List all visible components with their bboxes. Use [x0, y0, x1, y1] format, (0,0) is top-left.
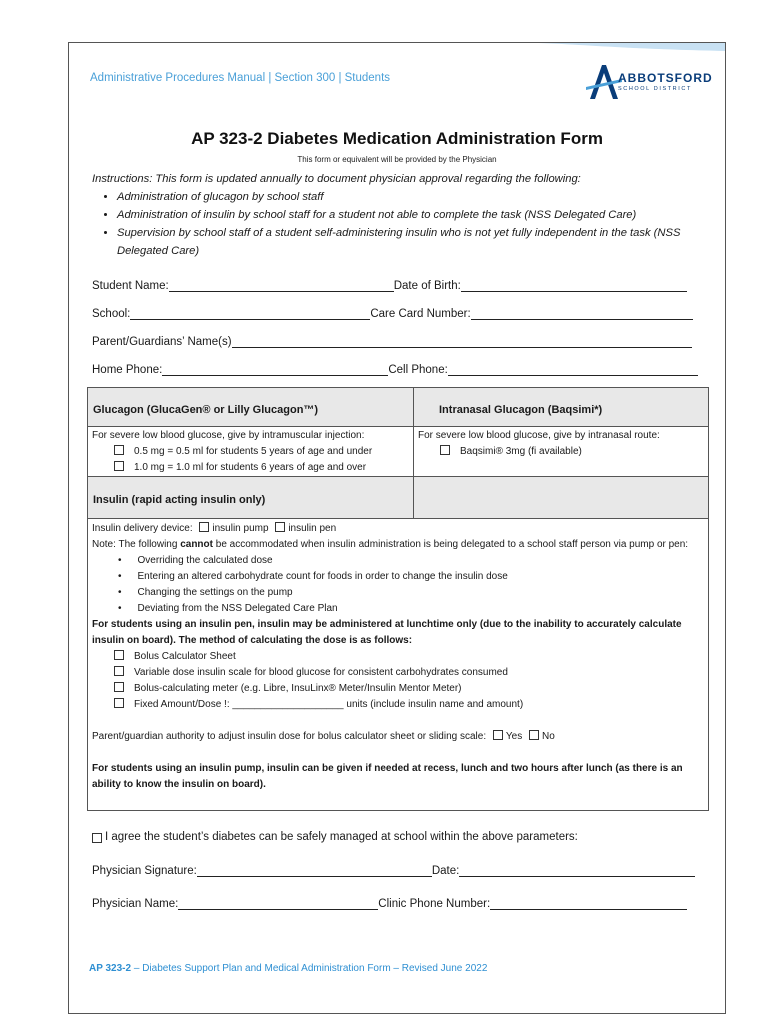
checkbox[interactable]: [114, 445, 124, 455]
instructions-list: [92, 188, 712, 260]
intranasal-options: [418, 428, 708, 460]
intranasal-heading: Intranasal Glucagon (Baqsimi*): [439, 404, 603, 416]
home-phone-label: Home Phone:: [92, 364, 163, 376]
pen-label: insulin pen: [288, 523, 337, 534]
date-label: Date:: [431, 865, 460, 877]
glucagon-options: [92, 428, 412, 476]
note-paragraph: [92, 537, 704, 553]
signature-row: [92, 861, 707, 877]
care-card-field[interactable]: [471, 307, 693, 320]
agreement-statement: I agree the student’s diabetes can be safely managed at school within the above parameters:: [105, 831, 578, 843]
method-label: Bolus-calculating meter (e.g. Libre, InsuLinx® Meter/Insulin Mentor Meter): [134, 683, 462, 694]
insulin-header-cell: [87, 476, 414, 519]
note-bold: cannot: [180, 539, 213, 550]
footer-code: AP 323-2: [89, 963, 132, 974]
insulin-heading: Insulin (rapid acting insulin only): [93, 494, 266, 506]
parents-field[interactable]: [232, 335, 692, 348]
cell-phone-label: Cell Phone:: [388, 364, 448, 376]
insulin-details-cell: [87, 518, 709, 811]
pump-checkbox[interactable]: [199, 522, 209, 532]
glucagon-header-cell: [87, 387, 414, 427]
school-label: School:: [92, 308, 131, 320]
intranasal-options-cell: [413, 426, 709, 477]
yes-label: Yes: [505, 731, 523, 742]
form-page: [68, 42, 726, 1014]
district-logo: [584, 59, 714, 103]
checkbox[interactable]: [440, 445, 450, 455]
school-field[interactable]: [130, 307, 370, 320]
authority-label: Parent/guardian authority to adjust insulin dose for bolus calculator sheet or sliding scale:: [92, 731, 487, 742]
glucagon-intro: For severe low blood glucose, give by intramuscular injection:: [92, 430, 365, 441]
checkbox[interactable]: [114, 666, 124, 676]
option-label: Baqsimi® 3mg (fi available): [460, 446, 582, 457]
yes-checkbox[interactable]: [493, 730, 503, 740]
care-card-label: Care Card Number:: [370, 308, 471, 320]
checkbox[interactable]: [114, 650, 124, 660]
option-label: 1.0 mg = 1.0 ml for students 6 years of age and over: [134, 462, 367, 473]
physician-name-row: [92, 894, 707, 910]
manual-title: Administrative Procedures Manual | Section 300 | Students: [90, 72, 391, 84]
intranasal-intro: For severe low blood glucose, give by intranasal route:: [418, 430, 660, 441]
restriction-item: • Changing the settings on the pump: [92, 585, 704, 601]
note-prefix: Note: The following: [92, 539, 181, 550]
cell-phone-field[interactable]: [448, 363, 698, 376]
instruction-item: • Administration of glucagon by school staff: [117, 188, 712, 206]
method-label: Fixed Amount/Dose !: ____________________ units (include insulin name and amount): [134, 699, 524, 710]
phone-row: [92, 360, 707, 376]
method-item: [92, 681, 704, 697]
device-label: Insulin delivery device:: [92, 523, 193, 534]
pump-paragraph: For students using an insulin pump, insulin can be given if needed at recess, lunch and two hours after lunch (as there is an ability to know the insulin on board).: [92, 763, 683, 790]
footer-text: – Diabetes Support Plan and Medical Administration Form – Revised June 2022: [131, 963, 488, 974]
agree-checkbox[interactable]: [92, 833, 102, 843]
instruction-item: • Supervision by school staff of a student self-administering insulin who is not yet fully independent in the task (NSS Delegated Care): [117, 224, 712, 260]
form-title: AP 323-2 Diabetes Medication Administration Form: [191, 129, 603, 148]
physician-name-field[interactable]: [178, 897, 378, 910]
insulin-header-empty-cell: [413, 476, 709, 519]
note-rest: be accommodated when insulin administration is being delegated to a school staff person via pump or pen:: [212, 539, 689, 550]
student-name-label: Student Name:: [92, 280, 169, 292]
instructions: [92, 170, 712, 260]
student-row: [92, 276, 707, 292]
intranasal-option: [418, 444, 708, 460]
home-phone-field[interactable]: [162, 363, 388, 376]
agreement-row: [92, 827, 707, 843]
footer: [89, 963, 487, 974]
pen-paragraph: For students using an insulin pen, insulin may be administered at lunchtime only (due to the inability to accurately calculate insulin on board). The method of calculating the dose is as follows:: [92, 619, 682, 646]
method-label: Bolus Calculator Sheet: [134, 651, 236, 662]
parents-label: Parent/Guardians’ Name(s): [92, 336, 232, 348]
checkbox[interactable]: [114, 698, 124, 708]
dob-field[interactable]: [461, 279, 687, 292]
device-row: [92, 521, 704, 537]
clinic-phone-label: Clinic Phone Number:: [378, 898, 491, 910]
intranasal-header-cell: [413, 387, 709, 427]
form-subtitle: This form or equivalent will be provided by the Physician: [297, 155, 497, 164]
no-checkbox[interactable]: [529, 730, 539, 740]
instruction-item: • Administration of insulin by school staff for a student not able to complete the task (NSS Delegated Care): [117, 206, 712, 224]
instructions-lead: Instructions: This form is updated annually to document physician approval regarding the following:: [92, 173, 581, 185]
glucagon-option: [92, 444, 412, 460]
dob-label: Date of Birth:: [393, 280, 461, 292]
logo-sub-text: SCHOOL DISTRICT: [618, 86, 692, 92]
checkbox[interactable]: [114, 682, 124, 692]
logo-main-text: ABBOTSFORD: [618, 71, 713, 85]
student-name-field[interactable]: [169, 279, 394, 292]
date-field[interactable]: [459, 864, 695, 877]
glucagon-option: [92, 460, 412, 476]
method-item: [92, 665, 704, 681]
signature-field[interactable]: [197, 864, 432, 877]
signature-label: Physician Signature:: [92, 865, 197, 877]
header-band: [69, 43, 725, 118]
clinic-phone-field[interactable]: [490, 897, 687, 910]
physician-name-label: Physician Name:: [92, 898, 179, 910]
method-label: Variable dose insulin scale for blood glucose for consistent carbohydrates consumed: [134, 667, 508, 678]
no-label: No: [542, 731, 555, 742]
restriction-item: • Entering an altered carbohydrate count for foods in order to change the insulin dose: [92, 569, 704, 585]
pen-checkbox[interactable]: [275, 522, 285, 532]
restriction-item: • Deviating from the NSS Delegated Care Plan: [92, 601, 704, 617]
method-item: [92, 649, 704, 665]
authority-row: [92, 729, 704, 745]
parents-row: [92, 332, 707, 348]
school-row: [92, 304, 707, 320]
glucagon-options-cell: [87, 426, 414, 477]
method-item: [92, 697, 704, 713]
option-label: 0.5 mg = 0.5 ml for students 5 years of age and under: [134, 446, 373, 457]
pump-label: insulin pump: [212, 523, 269, 534]
restriction-item: • Overriding the calculated dose: [92, 553, 704, 569]
glucagon-heading: Glucagon (GlucaGen® or Lilly Glucagon™): [93, 404, 319, 416]
insulin-details: [92, 521, 704, 793]
checkbox[interactable]: [114, 461, 124, 471]
